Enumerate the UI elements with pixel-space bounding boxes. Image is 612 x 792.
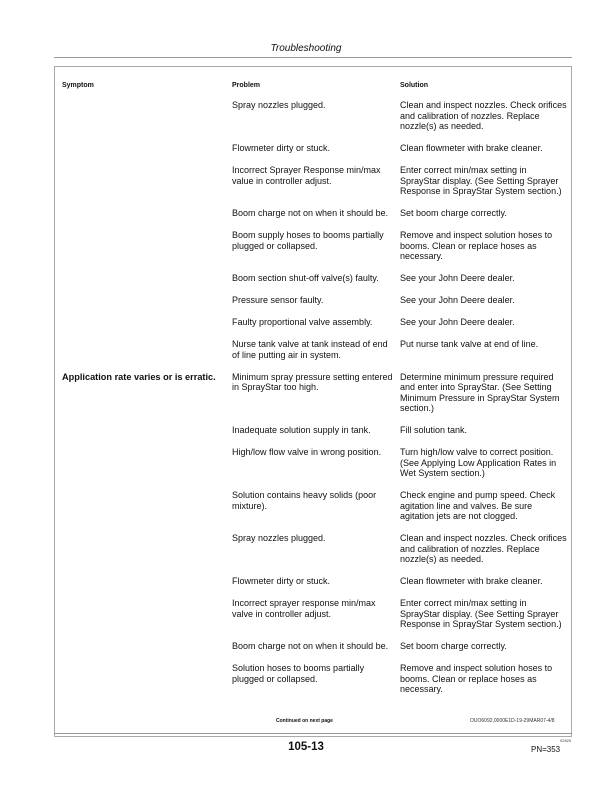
- problem-cell: Faulty proportional valve assembly.: [232, 317, 373, 327]
- problem-cell: Boom supply hoses to booms partially plugged or collapsed.: [232, 230, 384, 251]
- symptom-cell: [62, 490, 232, 522]
- symptom-cell: [62, 208, 232, 219]
- solution-cell: Check engine and pump speed. Check agitation line and valves. Be sure agitation jets are not clogged.: [400, 490, 556, 521]
- symptom-cell: [62, 641, 232, 652]
- problem-cell: Pressure sensor faulty.: [232, 295, 324, 305]
- symptom-cell: [62, 317, 232, 328]
- problem-cell: Solution contains heavy solids (poor mixture).: [232, 490, 377, 511]
- problem-cell: Solution hoses to booms partially plugged or collapsed.: [232, 663, 365, 684]
- page-number: 105-13: [288, 741, 324, 753]
- solution-cell: See your John Deere dealer.: [400, 317, 515, 327]
- table-row: [62, 208, 568, 219]
- problem-cell: Spray nozzles plugged.: [232, 100, 326, 110]
- table-row: [62, 663, 568, 695]
- table-row: [62, 598, 568, 630]
- symptom-cell: Application rate varies or is erratic.: [62, 371, 216, 382]
- page-title: Troubleshooting: [270, 43, 342, 54]
- solution-cell: Put nurse tank valve at end of line.: [400, 339, 539, 349]
- problem-cell: Spray nozzles plugged.: [232, 533, 326, 543]
- problem-cell: Incorrect Sprayer Response min/max value in controller adjust.: [232, 165, 381, 186]
- symptom-cell: [62, 663, 232, 695]
- symptom-cell: [62, 230, 232, 262]
- table-row: [62, 339, 568, 360]
- problem-cell: Flowmeter dirty or stuck.: [232, 576, 331, 586]
- solution-cell: Enter correct min/max setting in SprayStar display. (See Setting Sprayer Response in SprayStar System section.): [400, 598, 562, 629]
- troubleshooting-table: [62, 100, 568, 706]
- table-row: [62, 576, 568, 587]
- table-row: [62, 317, 568, 328]
- symptom-cell: [62, 447, 232, 479]
- solution-cell: Clean and inspect nozzles. Check orifices and calibration of nozzles. Replace nozzle(s) as needed.: [400, 533, 567, 564]
- table-row: [62, 372, 568, 414]
- bottom-rule: [54, 733, 572, 734]
- problem-cell: Nurse tank valve at tank instead of end of line putting air in system.: [232, 339, 388, 360]
- table-row: [62, 143, 568, 154]
- pn-number: PN=353: [531, 745, 561, 754]
- column-header-solution: Solution: [400, 82, 428, 89]
- solution-cell: Turn high/low valve to correct position. (See Applying Low Application Rates in Wet System section.): [400, 447, 557, 478]
- symptom-cell: [62, 273, 232, 284]
- symptom-cell: [62, 533, 232, 565]
- problem-cell: Incorrect sprayer response min/max valve in controller adjust.: [232, 598, 376, 619]
- problem-cell: Flowmeter dirty or stuck.: [232, 143, 331, 153]
- table-row: [62, 641, 568, 652]
- symptom-cell: [62, 295, 232, 306]
- problem-cell: Boom charge not on when it should be.: [232, 208, 389, 218]
- problem-cell: High/low flow valve in wrong position.: [232, 447, 382, 457]
- symptom-cell: [62, 339, 232, 360]
- symptom-cell: [62, 598, 232, 630]
- solution-cell: Clean flowmeter with brake cleaner.: [400, 143, 543, 153]
- symptom-cell: [62, 165, 232, 197]
- symptom-cell: [62, 576, 232, 587]
- symptom-cell: [62, 100, 232, 132]
- solution-cell: Set boom charge correctly.: [400, 641, 507, 651]
- top-rule: [54, 57, 572, 58]
- table-row: [62, 533, 568, 565]
- problem-cell: Inadequate solution supply in tank.: [232, 425, 371, 435]
- document-id: OUO6092,0000E1D-19-29MAR07-4/8: [470, 718, 555, 724]
- table-row: [62, 425, 568, 436]
- symptom-cell: [62, 143, 232, 154]
- column-header-problem: Problem: [232, 82, 261, 89]
- solution-cell: See your John Deere dealer.: [400, 295, 515, 305]
- solution-cell: Clean flowmeter with brake cleaner.: [400, 576, 543, 586]
- solution-cell: Clean and inspect nozzles. Check orifices and calibration of nozzles. Replace nozzle(s) as needed.: [400, 100, 567, 131]
- solution-cell: Enter correct min/max setting in SprayStar display. (See Setting Sprayer Response in SprayStar System section.): [400, 165, 562, 196]
- solution-cell: Fill solution tank.: [400, 425, 468, 435]
- problem-cell: Boom charge not on when it should be.: [232, 641, 389, 651]
- solution-cell: Remove and inspect solution hoses to booms. Clean or replace hoses as necessary.: [400, 230, 553, 261]
- solution-cell: See your John Deere dealer.: [400, 273, 515, 283]
- solution-cell: Remove and inspect solution hoses to booms. Clean or replace hoses as necessary.: [400, 663, 553, 694]
- table-row: [62, 295, 568, 306]
- solution-cell: Determine minimum pressure required and enter into SprayStar. (See Setting Minimum Pressure in SprayStar System section.): [400, 371, 560, 413]
- table-row: [62, 447, 568, 479]
- table-row: [62, 100, 568, 132]
- table-row: [62, 490, 568, 522]
- column-header-symptom: Symptom: [62, 82, 94, 89]
- table-row: [62, 273, 568, 284]
- table-row: [62, 230, 568, 262]
- symptom-cell: [62, 425, 232, 436]
- problem-cell: Minimum spray pressure setting entered in SprayStar too high.: [232, 371, 393, 392]
- solution-cell: Set boom charge correctly.: [400, 208, 507, 218]
- problem-cell: Boom section shut-off valve(s) faulty.: [232, 273, 379, 283]
- table-row: [62, 165, 568, 197]
- small-code: 92825: [560, 738, 572, 743]
- continued-note: Continued on next page: [276, 718, 333, 724]
